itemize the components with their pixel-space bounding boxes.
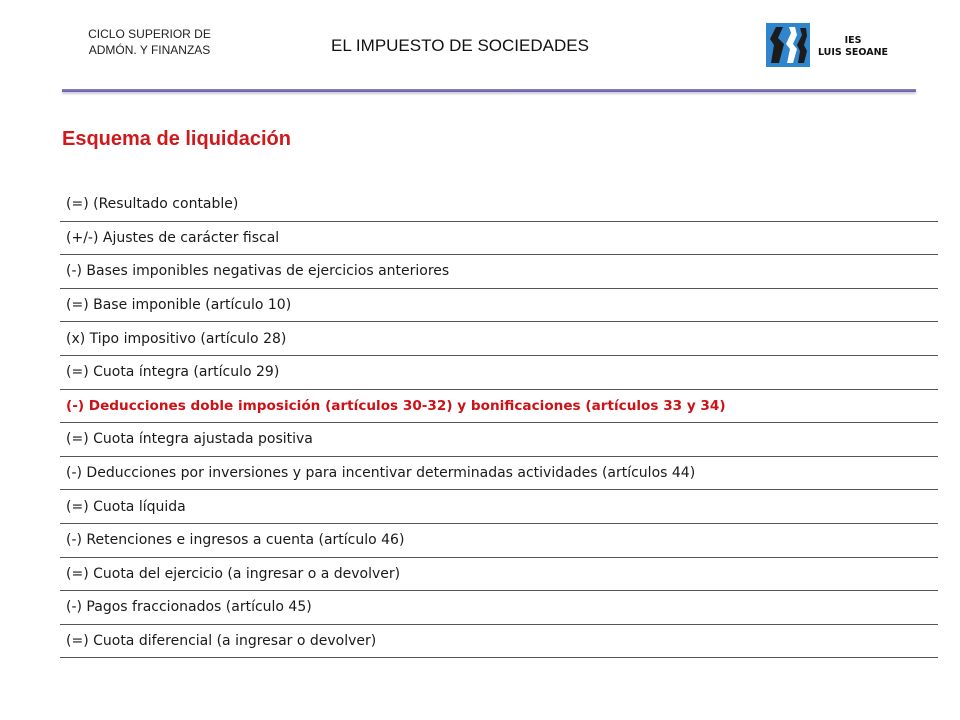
scheme-row: (=) Cuota líquida (60, 490, 938, 524)
course-label (62, 26, 237, 58)
course-label-line-1: CICLO SUPERIOR DE (88, 27, 211, 41)
school-name (812, 35, 894, 59)
scheme-row: (=) Base imponible (artículo 10) (60, 289, 938, 323)
scheme-row: (=) Cuota íntegra (artículo 29) (60, 356, 938, 390)
course-label-line-2: ADMÓN. Y FINANZAS (88, 43, 211, 57)
scheme-row: (-) Bases imponibles negativas de ejercicios anteriores (60, 255, 938, 289)
section-heading: Esquema de liquidación (62, 128, 291, 150)
scheme-row: (-) Retenciones e ingresos a cuenta (artículo 46) (60, 524, 938, 558)
scheme-row: (x) Tipo impositivo (artículo 28) (60, 322, 938, 356)
school-name-line-1: IES (844, 35, 862, 46)
header-divider (62, 89, 916, 92)
scheme-row: (-) Deducciones doble imposición (artículos 30-32) y bonificaciones (artículos 33 y 34) (60, 390, 938, 424)
school-name-line-2: LUIS SEOANE (817, 47, 889, 58)
scheme-row: (=) Cuota íntegra ajustada positiva (60, 423, 938, 457)
scheme-row: (+/-) Ajustes de carácter fiscal (60, 222, 938, 256)
scheme-row: (=) (Resultado contable) (60, 188, 938, 222)
scheme-row: (=) Cuota diferencial (a ingresar o devolver) (60, 625, 938, 659)
document-title: EL IMPUESTO DE SOCIEDADES (331, 36, 589, 55)
scheme-row: (=) Cuota del ejercicio (a ingresar o a devolver) (60, 558, 938, 592)
liquidation-scheme-list (60, 188, 938, 658)
scheme-row: (-) Deducciones por inversiones y para incentivar determinadas actividades (artículos 44) (60, 457, 938, 491)
scheme-row: (-) Pagos fraccionados (artículo 45) (60, 591, 938, 625)
ies-luis-seoane-logo-icon (766, 23, 810, 67)
